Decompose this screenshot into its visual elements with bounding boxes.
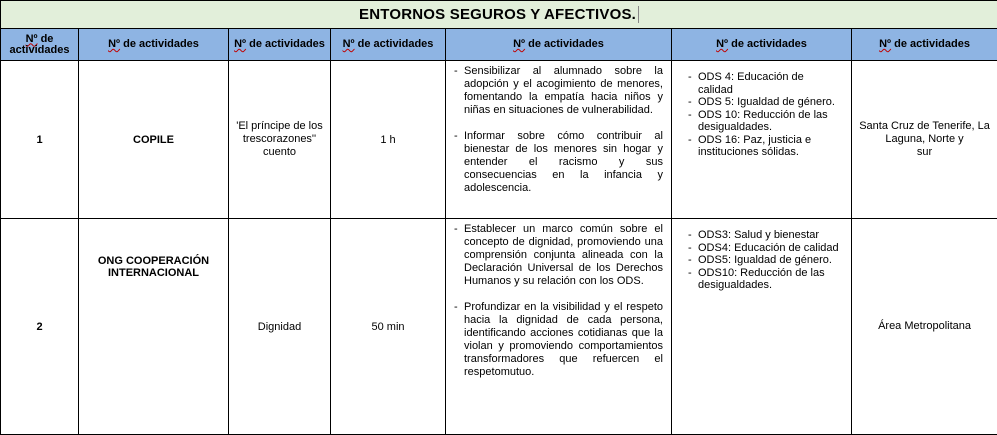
- objectives-cell[interactable]: [446, 61, 672, 219]
- header-prefix: Nº: [343, 38, 355, 50]
- area-line: Área Metropolitana: [878, 320, 971, 332]
- row-number: 1: [36, 134, 42, 146]
- activity-line: Dignidad: [258, 321, 301, 333]
- header-prefix: Nº: [108, 38, 120, 50]
- dash-bullet: -: [454, 130, 464, 195]
- entity-line: ONG COOPERACIÓN: [82, 255, 225, 267]
- header-num[interactable]: [1, 29, 79, 61]
- header-suffix: de actividades: [246, 38, 325, 50]
- ods-text: desigualdades.: [698, 121, 772, 134]
- dash-bullet: -: [688, 71, 698, 84]
- ods-item: [688, 96, 845, 109]
- dash-bullet: -: [688, 109, 698, 122]
- ods-text: calidad: [698, 84, 733, 97]
- ods-item: [688, 242, 845, 255]
- dash-bullet: -: [688, 254, 698, 267]
- table-row: [1, 219, 997, 435]
- ods-text: ODS 10: Reducción de las: [698, 109, 828, 122]
- objective-text: Sensibilizar al alumnado sobre la adopción y el acogimiento de menores, fomentando la empatía hacia niños y niñas en situaciones de vulnerabilidad.: [464, 65, 663, 117]
- header-suffix: de actividades: [120, 38, 199, 50]
- ods-item-cont: [688, 121, 845, 134]
- ods-text: desigualdades.: [698, 279, 772, 292]
- area-cell[interactable]: [852, 61, 997, 219]
- ods-item-cont: [688, 84, 845, 97]
- dash-bullet: -: [688, 96, 698, 109]
- ods-item: [688, 229, 845, 242]
- area-line: Laguna, Norte y: [855, 133, 994, 146]
- duration-value: 50 min: [371, 321, 404, 333]
- objective-item: [454, 301, 663, 379]
- header-duration[interactable]: [331, 29, 446, 61]
- dash-bullet: -: [688, 267, 698, 280]
- row-number-cell[interactable]: [1, 61, 79, 219]
- dash-bullet: -: [688, 242, 698, 255]
- entity-line: INTERNACIONAL: [82, 267, 225, 279]
- ods-item: [688, 109, 845, 122]
- header-area[interactable]: [852, 29, 997, 61]
- activity-cell[interactable]: [229, 219, 331, 435]
- entity-name: COPILE: [133, 134, 174, 146]
- objective-text: Establecer un marco común sobre el concepto de dignidad, promoviendo una comprensión conjunta alineada con la Declaración Universal de los Derechos Humanos y su relación con los ODS.: [464, 223, 663, 288]
- ods-item-cont: [688, 146, 845, 159]
- activity-cell[interactable]: [229, 61, 331, 219]
- header-prefix: Nº: [716, 38, 728, 50]
- header-objectives[interactable]: [446, 29, 672, 61]
- ods-text: ODS4: Educación de calidad: [698, 242, 839, 255]
- table-title: ENTORNOS SEGUROS Y AFECTIVOS.: [359, 6, 639, 23]
- duration-cell[interactable]: [331, 219, 446, 435]
- activity-line: cuento: [232, 146, 327, 159]
- entity-cell[interactable]: [79, 219, 229, 435]
- duration-cell[interactable]: [331, 61, 446, 219]
- header-prefix: Nº: [234, 38, 246, 50]
- dash-bullet: -: [688, 134, 698, 147]
- header-prefix: Nº: [513, 38, 525, 50]
- area-line: Santa Cruz de Tenerife, La: [855, 120, 994, 133]
- objective-item: [454, 65, 663, 117]
- ods-item: [688, 267, 845, 280]
- area-line: sur: [855, 146, 994, 159]
- row-number-cell[interactable]: [1, 219, 79, 435]
- ods-text: ODS3: Salud y bienestar: [698, 229, 819, 242]
- header-suffix: de actividades: [728, 38, 807, 50]
- ods-text: ODS 4: Educación de: [698, 71, 804, 84]
- ods-item: [688, 254, 845, 267]
- objective-text: Profundizar en la visibilidad y el respeto hacia la dignidad de cada persona, identificando acciones cotidianas que la violan y promoviendo comportamientos transformadores que refuercen el respetomutuo.: [464, 301, 663, 379]
- objective-item: [454, 223, 663, 288]
- dash-bullet: -: [454, 223, 464, 288]
- objective-item: [454, 130, 663, 195]
- entity-cell[interactable]: [79, 61, 229, 219]
- activity-line: 'El príncipe de los: [232, 120, 327, 133]
- activity-line: trescorazones'': [232, 133, 327, 146]
- table-title-cell[interactable]: [1, 1, 997, 29]
- ods-text: ODS 5: Igualdad de género.: [698, 96, 835, 109]
- header-row: [1, 29, 997, 61]
- ods-item: [688, 134, 845, 147]
- ods-cell[interactable]: [672, 219, 852, 435]
- objective-text: Informar sobre cómo contribuir al bienestar de los menores sin hogar y entender el racismo y sus consecuencias en la infancia y adolescencia.: [464, 130, 663, 195]
- ods-text: ODS 16: Paz, justicia e: [698, 134, 811, 147]
- row-number: 2: [36, 321, 42, 333]
- dash-bullet: -: [688, 229, 698, 242]
- duration-value: 1 h: [380, 134, 395, 146]
- area-cell[interactable]: [852, 219, 997, 435]
- ods-text: ODS10: Reducción de las: [698, 267, 825, 280]
- ods-text: instituciones sólidas.: [698, 146, 799, 159]
- dash-bullet: -: [454, 301, 464, 379]
- ods-text: ODS5: Igualdad de género.: [698, 254, 832, 267]
- dash-bullet: -: [454, 65, 464, 117]
- header-entity[interactable]: [79, 29, 229, 61]
- ods-item-cont: [688, 279, 845, 292]
- header-activity[interactable]: [229, 29, 331, 61]
- ods-cell[interactable]: [672, 61, 852, 219]
- header-prefix: Nº: [879, 38, 891, 50]
- header-ods[interactable]: [672, 29, 852, 61]
- ods-item: [688, 71, 845, 84]
- header-suffix: de actividades: [525, 38, 604, 50]
- header-suffix: de actividades: [891, 38, 970, 50]
- header-suffix: de actividades: [10, 33, 70, 56]
- header-suffix: de actividades: [355, 38, 434, 50]
- objectives-cell[interactable]: [446, 219, 672, 435]
- header-prefix: Nº: [26, 33, 38, 45]
- table-row: [1, 61, 997, 219]
